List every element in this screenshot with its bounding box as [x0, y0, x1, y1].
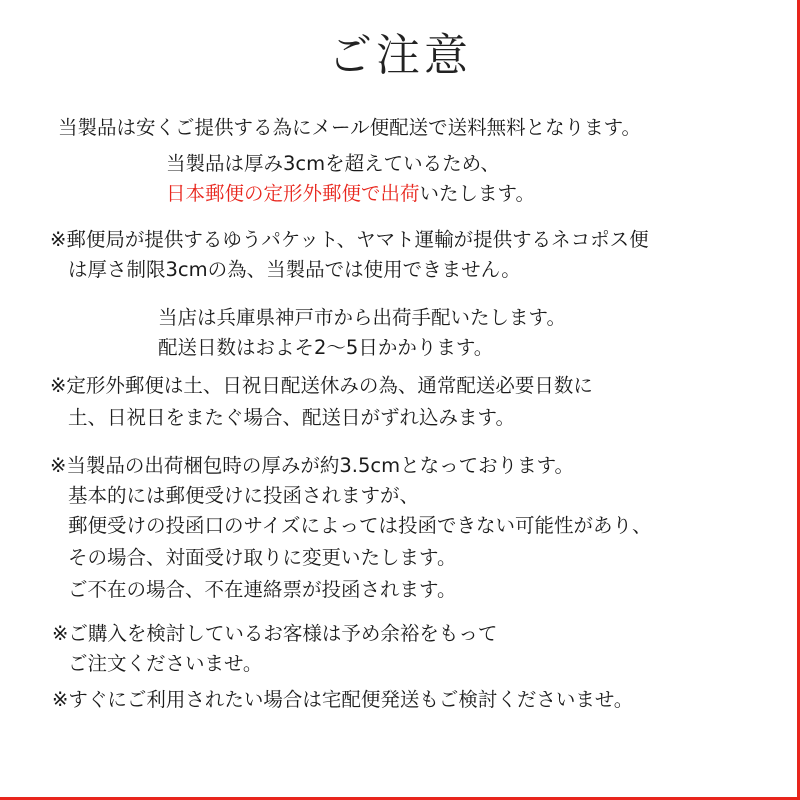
intro-line-1: 当製品は安くご提供する為にメール便配送で送料無料となります。	[58, 116, 642, 139]
shipping-line-2: 配送日数はおよそ2〜5日かかります。	[158, 336, 494, 359]
note-holiday-line-1: ※定形外郵便は土、日祝日配送休みの為、通常配送必要日数に	[50, 374, 593, 397]
note-holiday-line-2: 土、日祝日をまたぐ場合、配送日がずれ込みます。	[68, 406, 515, 429]
intro-line-3-rest: いたします。	[419, 182, 535, 205]
note-packet-line-2: は厚さ制限3cmの為、当製品では使用できません。	[68, 258, 521, 281]
intro-line-2: 当製品は厚み3cmを超えているため、	[166, 152, 500, 175]
note-thickness-line-4: その場合、対面受け取りに変更いたします。	[68, 546, 457, 569]
note-express-line-1: ※すぐにご利用されたい場合は宅配便発送もご検討くださいませ。	[52, 688, 634, 711]
note-thickness-line-3: 郵便受けの投函口のサイズによっては投函できない可能性があり、	[68, 514, 652, 537]
note-thickness-line-5: ご不在の場合、不在連絡票が投函されます。	[68, 578, 457, 601]
page-title: ご注意	[328, 30, 472, 81]
note-thickness-line-2: 基本的には郵便受けに投函されますが、	[68, 484, 420, 507]
shipping-line-1: 当店は兵庫県神戸市から出荷手配いたします。	[158, 306, 566, 329]
note-thickness-line-1: ※当製品の出荷梱包時の厚みが約3.5cmとなっております。	[50, 454, 575, 477]
note-order-line-2: ご注文くださいませ。	[68, 652, 263, 675]
shipping-method-highlight: 日本郵便の定形外郵便で出荷	[166, 182, 420, 205]
intro-line-3	[166, 180, 535, 208]
note-packet-line-1: ※郵便局が提供するゆうパケット、ヤマト運輸が提供するネコポス便	[50, 228, 649, 251]
note-order-line-1: ※ご購入を検討しているお客様は予め余裕をもって	[52, 622, 498, 645]
